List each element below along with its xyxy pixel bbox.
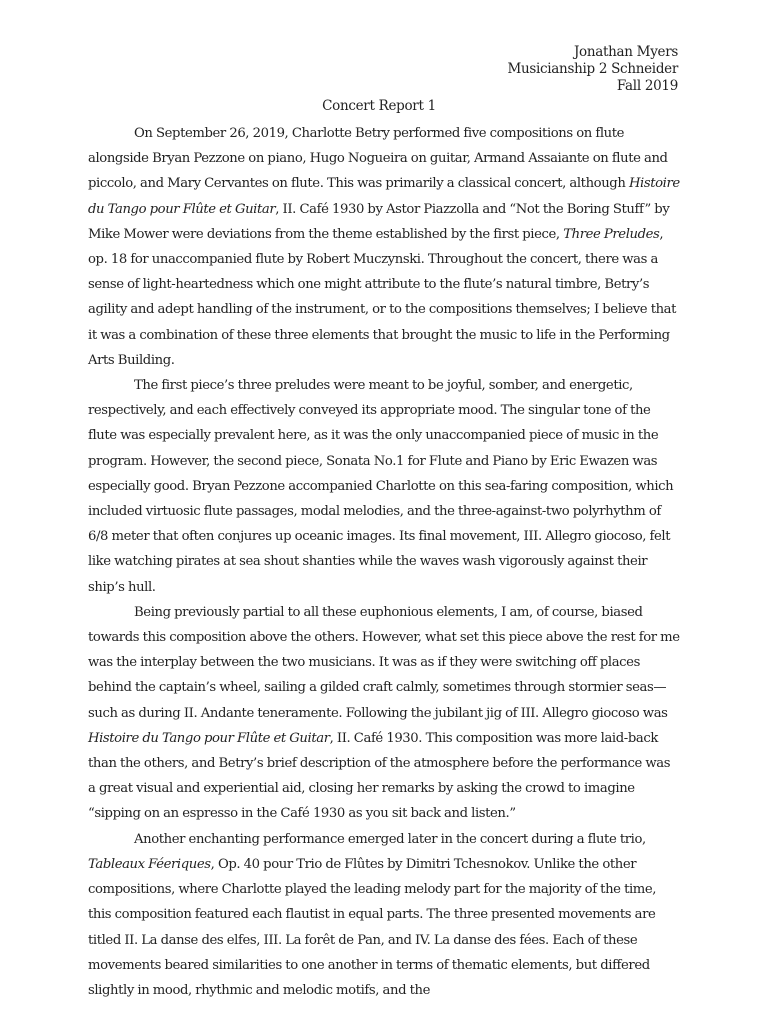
italic-title-text: Histoire du Tango pour Flûte et Guitar bbox=[88, 176, 680, 217]
body-paragraph bbox=[88, 373, 680, 600]
paragraph-text: On September 26, 2019, Charlotte Betry performed five compositions on flute alongside Bryan Pezzone on piano, Hugo Nogueira on guitar, Armand Assaiante on flute and piccolo, and Mary Cervantes on flute. This was primarily a classical concert, although bbox=[88, 126, 668, 192]
report-body bbox=[88, 121, 680, 1003]
document-page bbox=[88, 44, 680, 1003]
paragraph-text: The first piece’s three preludes were meant to be joyful, somber, and energetic, respectively, and each effectively conveyed its appropriate mood. The singular tone of the flute was especially prevalent here, as it was the only unaccompanied piece of music in the program. However, the second piece, Sonata No.1 for Flute and Piano by Eric Ewazen was especially good. Bryan Pezzone accompanied Charlotte on this sea-faring composition, which included virtuosic flute passages, modal melodies, and the three-against-two polyrhythm of 6/8 meter that often conjures up oceanic images. Its final movement, III. Allegro giocoso, felt like watching pirates at sea shout shanties while the waves wash vigorously against their ship’s hull. bbox=[88, 378, 674, 595]
italic-title-text: Tableaux Féeriques bbox=[88, 856, 211, 872]
body-paragraph bbox=[88, 827, 680, 1003]
paragraph-text: , II. Café 1930 by Astor Piazzolla and “Not the Boring Stuff” by Mike Mower were deviations from the theme established by the first piece, bbox=[88, 201, 670, 242]
italic-title-text: Three Preludes bbox=[563, 226, 660, 242]
course-name: Musicianship 2 Schneider bbox=[507, 61, 678, 77]
author-name: Jonathan Myers bbox=[573, 44, 678, 60]
body-paragraph bbox=[88, 600, 680, 827]
body-paragraph bbox=[88, 121, 680, 373]
paragraph-text: , II. Café 1930. This composition was more laid-back than the others, and Betry’s brief description of the atmosphere before the performance was a great visual and experiential aid, closing her remarks by asking the crowd to imagine “sipping on an espresso in the Café 1930 as you sit back and listen.” bbox=[88, 730, 671, 822]
italic-title-text: Histoire du Tango pour Flûte et Guitar bbox=[88, 730, 330, 746]
paragraph-text: Another enchanting performance emerged later in the concert during a flute trio, bbox=[134, 831, 646, 847]
paragraph-text: , Op. 40 pour Trio de Flûtes by Dimitri Tchesnokov. Unlike the other compositions, where Charlotte played the leading melody part for the majority of the time, this composition featured each flautist in equal parts. The three presented movements are titled II. La danse des elfes, III. La forêt de Pan, and IV. La danse des fées. Each of these movements beared similarities to one another in terms of thematic elements, but differed slightly in mood, rhythmic and melodic motifs, and the bbox=[88, 856, 657, 998]
report-title: Concert Report 1 bbox=[322, 98, 436, 114]
term: Fall 2019 bbox=[616, 78, 678, 94]
document-header bbox=[88, 44, 680, 95]
paragraph-text: Being previously partial to all these euphonious elements, I am, of course, biased towards this composition above the others. However, what set this piece above the rest for me was the interplay between the two musicians. It was as if they were switching off places behind the captain’s wheel, sailing a gilded craft calmly, sometimes through stormier seas—such as during II. Andante teneramente. Following the jubilant jig of III. Allegro giocoso was bbox=[88, 604, 680, 721]
paragraph-text: , op. 18 for unaccompanied flute by Robert Muczynski. Throughout the concert, there was a sense of light-heartedness which one might attribute to the flute’s natural timbre, Betry’s agility and adept handling of the instrument, or to the compositions themselves; I believe that it was a combination of these three elements that brought the music to life in the Performing Arts Building. bbox=[88, 226, 677, 368]
